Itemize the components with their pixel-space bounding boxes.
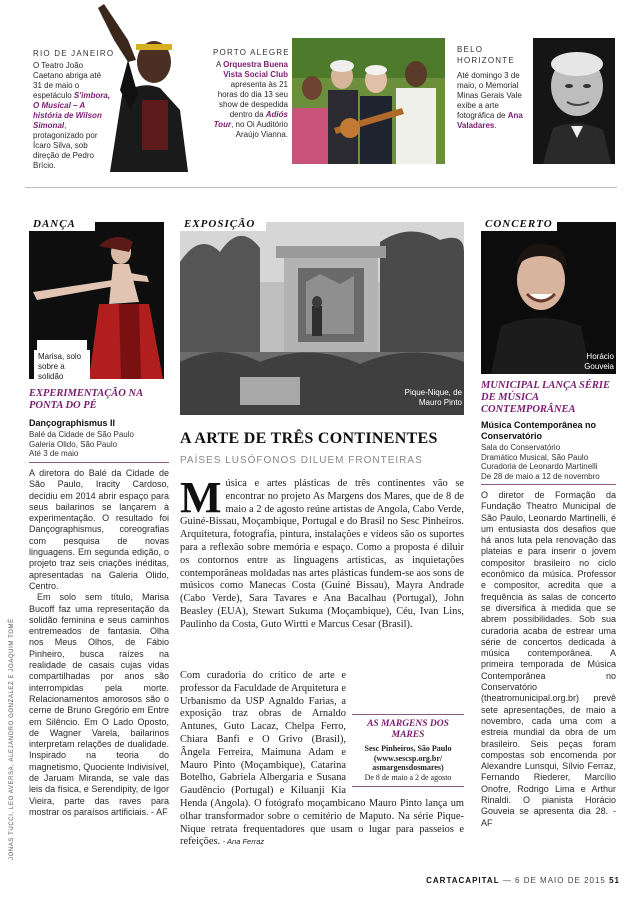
exposicao-paragraph-1: úsica e artes plásticas de três continentes vão se encontrar no projeto As Margens dos Mares, que de 8 de maio a 2 de agosto reúne artistas de Angola, Cabo Verde, Guiné-Bissau, Moçambique, Portugal e do Brasil no Sesc Pinheiros. Arquitetura, fotografia, pintura, instalações e vídeos são os suportes para a reflexão sobre memória e espaço. Como a proposta é diluir os contornos entre as linguagens artísticas, as inquietações contemporâneas moldadas nas artes plásticas fundem-se aos sons de músicos como Manecas Costa (Guiné Bissau), Mayra Andrade (Cabo Verde), Sara Tavares e Ana Bacalhau (Portugal), John Beasley (EUA), Stewart Sukuma (Moçambique), Céu, Ivan Lins, Paulinho da Costa, Guto Wirtti e Marcus Cesar (Brasil). [180,478,464,630]
danca-paragraph-2: Em solo sem título, Marisa Bucoff faz uma representação da solidão feminina e seus caminhos entremeados de fantasia. Olha nos Meus Olhos, de Fábio Pinheiro, busca raízes na realidade de casais cujas vidas compartilhadas por anos são interrompidas pela morte. Relacionamentos amorosos são o cerne de Bruno Gregório em Entre em Silêncio. Em O Lado Oposto, de Wagner Varela, bailarinos interpretam relações de dualidade. Inspirado na teoria do magnetismo, Quociente Indivisível, de Jaruam Miranda, se vale das leis da física, e Serendipity, de Igor Vieira, parte das raves para mostrar os paraísos artificiais. - AF [29,592,169,817]
rio-text-b: , protagonizado por Ícaro Silva, sob direção de Pedro Brício. [33,121,98,170]
concerto-info-line: Dramático Musical, São Paulo [481,452,589,462]
kicker-concerto: MUNICIPAL LANÇA SÉRIE DE MÚSICA CONTEMPORÂNEA [481,380,610,415]
info-box-kicker: AS MARGENS DOS MARES [367,719,449,740]
porto-text-a: A [215,60,224,69]
porto-text-b: apresenta às 21 horas do dia 13 seu show de despedida dentro da [217,80,288,119]
concerto-info-title: Música Contemporânea no Conservatório [481,420,597,441]
info-box-margens [352,714,464,787]
drop-cap: M [180,473,222,522]
footer-date: — 6 DE MAIO DE 2015 [502,876,606,885]
danca-signature: AF [156,806,168,817]
porto-text [213,60,288,140]
bh-artist-name: Ana Valadares [457,111,523,130]
page-footer [426,876,620,885]
exposicao-signature: Ana Ferraz [227,837,265,847]
exposicao-body-2: AS MARGENS DOS MARES Sesc Pinheiros, São Paulo (www.sescsp.org.br/ asmargensdosmares) De 8 de maio a 2 de agosto Com curadoria do crítico de arte e professor da Faculdade de Arquitetura e Urbanismo da USP Agnaldo Farias, a exposição traz obras de Arnaldo Antunes, Guto Lacaz, Chelpa Ferro, Chiara Banfi e O Grivo (Brasil), Ângela Ferreira, Maimuna Adam e Mauro Pinto (Moçambique), Catarina Botelho, Gabriela Albergaria e Susana Gaudêncio (Portugal) e Kiluanji Kia Henda (Angola). O fotógrafo moçambicano Mauro Pinto lança um olhar transformador sobre o cemitério de Maputo. Na série Pique-Nique retrata frequentadores que usam o lugar para passeios e refeições. - Ana Ferraz [180,670,464,848]
kicker-danca: EXPERIMENTAÇÃO NA PONTA DO PÉ [29,388,143,411]
bh-text-a: Até domingo 3 de maio, o Memorial Minas Gerais Vale exibe a arte fotográfica de [457,71,522,120]
footer-page-number: 51 [609,876,620,885]
concerto-paragraph: O diretor de Formação da Fundação Theatro Municipal de São Paulo, Leonardo Martinelli, é um entusiasta dos desafios que há anos luta pela renovação das plateias e para inserir o jovem compositor brasileiro no ciclo econômico da música. Professor e compositor, acredita que a frequência às salas de concerto se diversifica à medida que se abrem possibilidades. Sob sua curadoria acaba de estrear uma série de concertos dedicada à música contemporânea. A primeira temporada de Música Contemporânea no Conservatório (theatromunicipal.org.br) prevê sete apresentações, de maio a novembro, cada uma com a estreia mundial da obra de um brasileiro. Seis peças foram compostas sob encomenda por Alexandre Lunsqui, Sílvio Ferraz, Fernando Riederer, Marcílio Onofre, Rodrigo Lima e Arthur Rinaldi. O pianista Horácio Gouveia se apresenta dia 28. - AF [481,490,616,828]
exposicao-body-1 [180,473,464,632]
exposicao-paragraph-2: Com curadoria do crítico de arte e professor da Faculdade de Arquitetura e Urbanismo da USP Agnaldo Farias, a exposição traz obras de Arnaldo Antunes, Guto Lacaz, Chelpa Ferro, Chiara Banfi e O Grivo (Brasil), Ângela Ferreira, Maimuna Adam e Mauro Pinto (Moçambique), Catarina Botelho, Gabriela Albergaria e Susana Gaudêncio (Portugal) e Kiluanji Kia Henda (Angola). O fotógrafo moçambicano Mauro Pinto lança um olhar transformador sobre o cemitério de Maputo. Na série Pique-Nique retrata frequentadores que usam o lugar para passeios e refeições. [180,670,464,848]
bh-city-text: BELO HORIZONTE [457,45,515,65]
porto-text-c: , no Oi Auditório Araújo Vianna. [231,120,288,139]
rio-show-title: S'imbora, O Musical – A história de Wilson Simonal [33,91,111,130]
caption-pique-nique-text: Pique-Nique, de Mauro Pinto [404,388,462,407]
bh-text-b: . [494,121,497,130]
footer-magazine: CARTACAPITAL [426,876,500,885]
danca-info-line: Balé da Cidade de São Paulo [29,430,134,439]
article-subtitle: PAÍSES LUSÓFONOS DILUEM FRONTEIRAS [180,455,423,466]
concerto-info [481,443,616,481]
danca-paragraph-2-text: Em solo sem título, Marisa Bucoff faz uma representação da solidão feminina e seus caminhos entremeados de fantasia. Olha nos Meus Olhos, de Fábio Pinheiro, busca raízes na realidade de casais cujas vidas compartilhadas por anos são interrompidas pela morte. Relacionamentos amorosos são o cerne de Bruno Gregório em Entre em Silêncio. Em O Lado Oposto, de Wagner Varela, bailarinos interpretam relações de dualidade. Inspirado na teoria do magnetismo, Quociente Indivisível, de Jaruam Miranda, se vale das leis da física, e Serendipity, de Igor Vieira, parte das raves para mostrar os paraísos artificiais. [29,592,169,817]
danca-body [29,468,169,830]
caption-marisa [34,350,90,384]
photo-credits: JONAS TUCCI, LEO AVERSA, ALEJANDRO GONZALEZ E JOAQUIM TOMÉ [9,618,15,860]
danca-paragraph-1: A diretora do Balé da Cidade de São Paulo, Iracity Cardoso, decidiu em 2014 abrir espaço para seus bailarinos se lançarem à experimentação. O resultado foi Dançographismus, coreografias com pesquisa de novas linguagens. Em segunda edição, o projeto traz seis criações inéditas, apresentadas na Galeria Olido, Centro. [29,468,169,591]
danca-rule [29,462,169,463]
caption-horacio-text: Horácio Gouveia [584,352,614,371]
rio-text-a: O Teatro João Caetano abriga até 31 de maio o espetáculo [33,61,102,100]
concerto-info-line: Curadoria de Leonardo Martinelli [481,462,598,471]
info-box-url-1: (www.sescsp.org.br/ [373,753,443,763]
photo-pique-nique [180,222,464,415]
section-banner-danca: DANÇA [29,218,95,231]
info-box-url-2: asmargensdosmares) [372,763,444,772]
info-box-dates: De 8 de maio a 2 de agosto [364,772,452,782]
porto-orchestra-name: Orquestra Buena Vista Social Club [223,60,288,79]
caption-marisa-text: Marisa, solo sobre a solidão [38,352,82,381]
concerto-info-line: De 28 de maio a 12 de novembro [481,471,600,481]
caption-pique-nique [394,388,462,408]
concerto-signature: AF [481,817,493,828]
bh-text [457,71,527,131]
rio-text [33,61,111,171]
bh-city-label [457,44,517,66]
danca-info [29,430,169,459]
concerto-paragraph-text: O diretor de Formação da Fundação Theatro Municipal de São Paulo, Leonardo Martinelli, é um entusiasta dos desafios que há anos luta pela renovação das plateias e para inserir o jovem compositor brasileiro no ciclo econômico da música. Professor e compositor, acredita que a frequência às salas de concerto se diversifica à medida que se abrem possibilidades. Sob sua curadoria acaba de estrear uma série de concertos dedicada à música contemporânea. A primeira temporada de Música Contemporânea no Conservatório (theatromunicipal.org.br) prevê sete apresentações, de maio a novembro, cada uma com a estreia mundial da obra de um brasileiro. Seis peças foram compostas sob encomenda por Alexandre Lunsqui, Sílvio Ferraz, Fernando Riederer, Marcílio Onofre, Rodrigo Lima e Arthur Rinaldi. O pianista Horácio Gouveia se apresenta dia 28. [481,490,616,817]
concerto-info-line: Sala do Conservatório [481,443,561,452]
photo-buena-vista-social-club [292,38,445,164]
caption-horacio [570,352,614,372]
concerto-body [481,490,616,830]
porto-city-label: PORTO ALEGRE [213,48,290,57]
article-title: A ARTE DE TRÊS CONTINENTES [180,430,438,447]
photo-ana-valadares-portrait [533,38,615,164]
info-box-venue: Sesc Pinheiros, São Paulo [364,744,452,753]
danca-info-line: Galeria Olido, São Paulo [29,439,118,449]
danca-info-title: Dançographismus II [29,418,116,428]
porto-tour-title: Adiós Tour [213,110,288,129]
section-banner-concerto: CONCERTO [481,218,557,231]
top-divider [25,187,617,188]
section-banner-exposicao: EXPOSIÇÃO [180,218,266,231]
danca-info-line: Até 3 de maio [29,449,79,458]
rio-city-label: RIO DE JANEIRO [33,49,115,58]
concerto-rule [481,484,616,485]
